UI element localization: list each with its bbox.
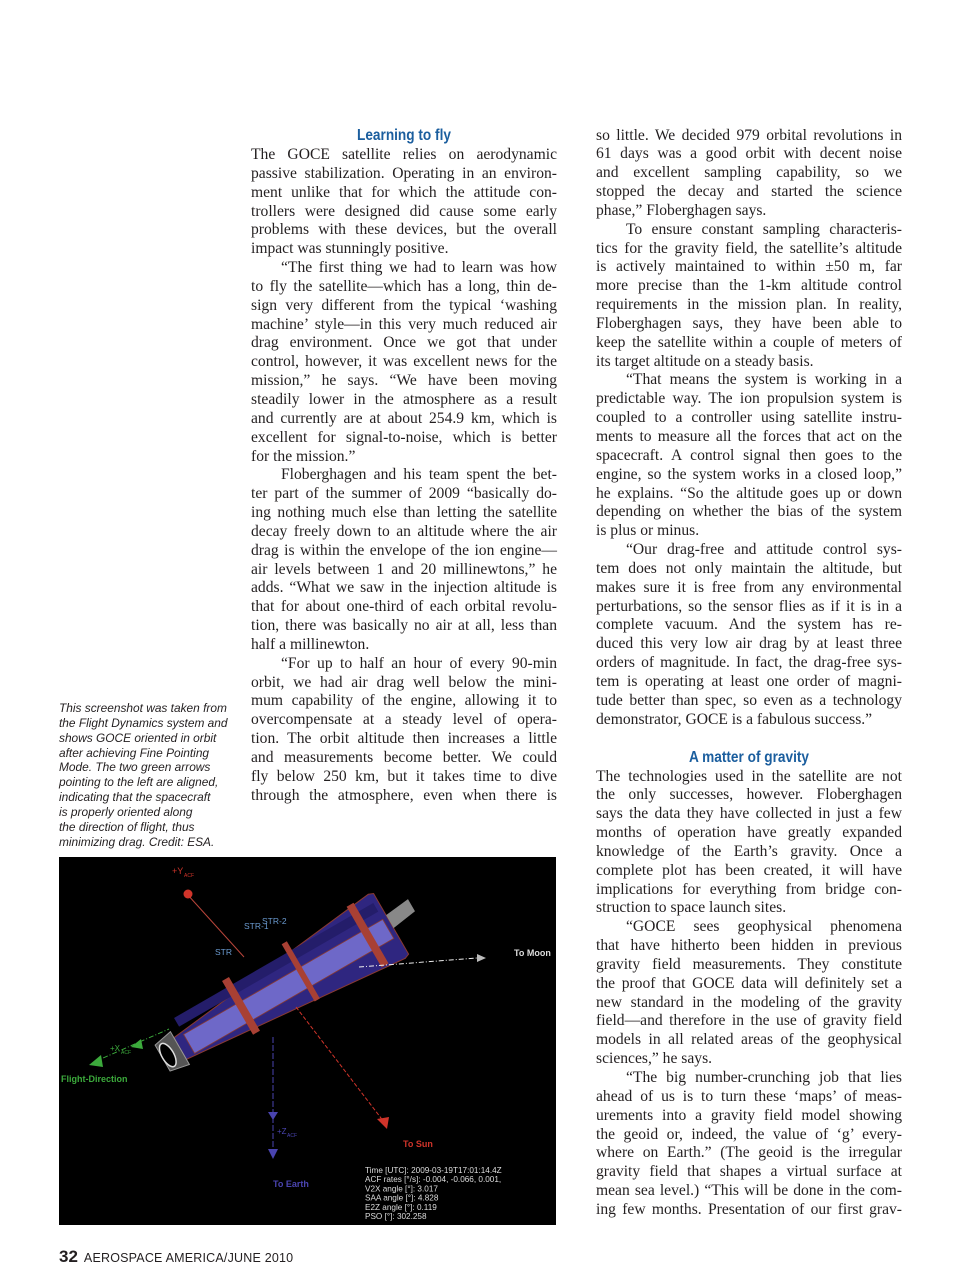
- text-line: through the atmosphere, even when there is: [251, 786, 557, 804]
- moon-arrow: [477, 954, 486, 962]
- z-axis-label: +Z: [277, 1127, 287, 1136]
- section-heading-matter-of-gravity: A matter of gravity: [688, 748, 810, 766]
- text-line: steadily lower in the atmosphere as a result: [251, 390, 557, 408]
- sun-vector: [296, 1007, 384, 1122]
- text-line: machine’ style—in this very much reduced air: [251, 315, 557, 333]
- flight-direction-label: Flight-Direction: [61, 1074, 128, 1084]
- caption-line: is properly oriented along: [59, 804, 193, 819]
- text-line: makes sure it is free from any environmental: [596, 578, 902, 596]
- text-line: decay freely down to an altitude where the air: [251, 522, 557, 540]
- text-line: gravity field that shapes a virtual surface at: [596, 1163, 902, 1181]
- telemetry-line: ACF rates [°/s]: -0.004, -0.066, 0.001,: [365, 1175, 502, 1185]
- text-line: tics for the gravity field, the satellite’s altitude: [596, 239, 902, 257]
- page-number: 32: [59, 1247, 78, 1266]
- flight-direction-arrow: [89, 1055, 103, 1067]
- text-line: orbit, we had air drag well below the mini-: [251, 673, 557, 691]
- text-line: “For up to half an hour of every 90-min: [281, 654, 557, 672]
- text-line: impact was stunningly positive.: [251, 240, 449, 258]
- text-line: its target altitude on a steady basis.: [596, 352, 814, 370]
- caption-line: indicating that the spacecraft: [59, 790, 211, 805]
- text-line: problems with these devices, but the overall: [251, 221, 557, 239]
- text-line: the only successes, however. Floberghagen: [596, 786, 902, 804]
- text-line: air levels between 1 and 20 millinewtons,” he: [251, 560, 557, 578]
- text-line: To ensure constant sampling characteris-: [626, 220, 902, 238]
- page-footer: [59, 1247, 293, 1267]
- text-line: the geoid or, indeed, the value of ‘g’ every-: [596, 1125, 902, 1143]
- text-line: models in all related areas of the geophysical: [596, 1031, 902, 1049]
- text-line: struction to space launch sites.: [596, 899, 787, 917]
- text-line: “That means the system is working in a: [626, 371, 902, 389]
- left-article-column: [251, 126, 557, 806]
- text-line: says the data they have collected in just a few: [596, 805, 902, 823]
- left-column-body: [251, 146, 557, 806]
- telemetry-line: V2X angle [°]: 3.017: [365, 1184, 438, 1194]
- text-line: engine, so the system works in a closed loop,”: [596, 465, 902, 483]
- text-line: to fly the satellite—which has a long, thin de-: [251, 277, 557, 295]
- text-line: and measurements become better. We could: [251, 749, 557, 766]
- text-line: ter part of the summer of 2009 “basically do-: [251, 485, 557, 503]
- text-line: urements into a gravity field model showing: [596, 1106, 902, 1124]
- text-line: months of operation have greatly expanded: [596, 824, 902, 842]
- text-line: demonstrator, GOCE is a fabulous success.”: [596, 710, 873, 728]
- text-line: 61 days was a good orbit with decent noise: [596, 145, 902, 163]
- text-line: excellent for signal-to-noise, which is better: [251, 428, 557, 446]
- text-line: passive stabilization. Operating in an environ-: [251, 164, 557, 182]
- text-line: stopped the decay and started the science: [596, 183, 902, 201]
- text-line: ahead of us is to turn these ‘maps’ of meas-: [596, 1087, 902, 1105]
- text-line: depending on whether the bias of the system: [596, 503, 902, 521]
- y-axis-label: +Y: [172, 866, 184, 876]
- text-line: so little. We decided 979 orbital revolutions in: [596, 126, 902, 144]
- text-line: perturbations, so the sensor flies as if it is in a: [596, 597, 902, 615]
- right-article-column: [596, 127, 902, 1220]
- goce-satellite: [143, 878, 433, 1088]
- text-line: sciences,” he says.: [596, 1050, 713, 1068]
- text-line: fly below 250 km, but it takes time to dive: [251, 767, 557, 785]
- text-line: drag environment. Once we got that under: [251, 334, 557, 352]
- text-line: that have hitherto been hidden in previous: [596, 937, 902, 955]
- earth-arrow: [268, 1149, 278, 1159]
- x-axis-arrow: [131, 1039, 143, 1049]
- text-line: ing few months. Presentation of our first grav-: [596, 1200, 902, 1218]
- caption-line: Mode. The two green arrows: [59, 760, 211, 775]
- caption-line: minimizing drag. Credit: ESA.: [59, 834, 215, 849]
- text-line: Floberghagen says, they have been able to: [596, 314, 902, 332]
- text-line: more precise than the 1-km altitude control: [596, 277, 902, 295]
- text-line: complete plot has been created, it will have: [596, 861, 902, 879]
- text-line: requirements in the mission plan. In reality,: [596, 296, 902, 314]
- text-line: gravity field measurements. They constitute: [596, 955, 902, 973]
- text-line: tem is operating at least one order of magni-: [596, 672, 902, 690]
- caption-line: This screenshot was taken from: [59, 701, 227, 715]
- text-line: tion, there was basically no air at all, less than: [251, 617, 557, 635]
- text-line: tem does not only maintain the altitude, but: [596, 559, 902, 577]
- text-line: mission,” he says. “We have been moving: [251, 372, 557, 390]
- caption-line: pointing to the left are aligned,: [59, 775, 219, 790]
- text-line: spacecraft. A control signal then goes to the: [596, 446, 902, 464]
- publication-name: AEROSPACE AMERICA/JUNE 2010: [83, 1251, 294, 1265]
- telemetry-line: SAA angle [°]: 4.828: [365, 1193, 439, 1203]
- text-line: for the mission.”: [251, 447, 356, 465]
- text-line: “GOCE sees geophysical phenomena: [626, 918, 902, 936]
- text-line: field—and therefore in the use of gravity field: [596, 1012, 902, 1030]
- text-line: where on Earth.” (The geoid is the irregular: [596, 1144, 902, 1162]
- text-line: new standard in the modeling of the gravity: [596, 993, 902, 1011]
- text-line: mum capability of the engine, allowing it to: [251, 692, 557, 710]
- text-line: he explains. “So the altitude goes up or down: [596, 484, 902, 502]
- text-line: is plus or minus.: [596, 522, 700, 540]
- text-line: trollers were designed did cause some early: [251, 202, 557, 220]
- text-line: and excellent sampling capability, so we: [596, 164, 902, 182]
- text-line: ment unlike that for which the attitude con-: [251, 183, 557, 201]
- text-line: duced this very low air drag by at least three: [596, 635, 902, 653]
- text-line: The technologies used in the satellite are not: [596, 767, 902, 785]
- text-line: knowledge of the Earth’s gravity. Once a: [596, 842, 902, 860]
- to-sun-label: To Sun: [403, 1139, 433, 1149]
- telemetry-line: E2Z angle [°]: 0.119: [365, 1202, 437, 1212]
- right-column-body-top: [596, 127, 902, 730]
- str-label: STR: [215, 947, 232, 957]
- text-line: the proof that GOCE data will definitely set a: [596, 974, 902, 992]
- text-line: Floberghagen and his team spent the bet-: [281, 466, 557, 484]
- text-line: implications for everything from bridge con-: [596, 880, 902, 898]
- text-line: adds. “What we saw in the injection altitude is: [251, 579, 557, 597]
- flight-dynamics-screenshot: [59, 857, 556, 1225]
- str1-label: STR-1: [244, 921, 269, 931]
- figure-caption: [59, 701, 234, 849]
- text-line: is actively maintained to within ±50 m, far: [596, 258, 902, 276]
- text-line: coupled to a controller using satellite instru-: [596, 409, 902, 427]
- z-axis-arrow: [268, 1112, 278, 1120]
- caption-line: the Flight Dynamics system and: [59, 715, 228, 730]
- text-line: complete vacuum. And the system has re-: [596, 616, 902, 634]
- text-line: tion. The orbit altitude then increases a little: [251, 730, 557, 748]
- caption-line: after achieving Fine Pointing: [59, 745, 210, 760]
- text-line: “The big number-crunching job that lies: [626, 1069, 902, 1086]
- caption-line: shows GOCE oriented in orbit: [59, 730, 217, 745]
- text-line: mean sea level.) “This will be done in the com-: [596, 1182, 902, 1200]
- text-line: keep the satellite within a couple of meters of: [596, 333, 902, 351]
- section-heading-learning-to-fly: Learning to fly: [357, 127, 451, 144]
- text-line: orders of magnitude. In fact, the drag-free sys-: [596, 654, 902, 672]
- text-line: “The first thing we had to learn was how: [281, 259, 557, 277]
- z-axis-sub: ACF: [287, 1133, 297, 1139]
- text-line: and currently are at about 254.9 km, which is: [251, 409, 557, 427]
- text-line: that for about one-third of each orbital revolu-: [251, 598, 557, 616]
- x-axis-sub: ACF: [121, 1050, 131, 1056]
- telemetry-line: PSO [°]: 302.258: [365, 1212, 427, 1221]
- text-line: ing nothing much else than letting the satellite: [251, 504, 557, 522]
- y-axis-marker: [184, 890, 193, 899]
- text-line: overcompensate at a steady level of opera-: [251, 711, 557, 729]
- str2-label: STR-2: [262, 916, 287, 926]
- text-line: tude better than spec, so even as a technology: [596, 691, 902, 709]
- text-line: control, however, it was excellent news for the: [251, 353, 557, 371]
- text-line: half a millinewton.: [251, 635, 370, 653]
- caption-line: the direction of flight, thus: [59, 819, 195, 834]
- sun-arrow: [377, 1117, 389, 1129]
- to-moon-label: To Moon: [514, 948, 551, 958]
- text-line: predictable way. The ion propulsion system is: [596, 390, 902, 408]
- to-earth-label: To Earth: [273, 1179, 309, 1189]
- y-axis-sub: ACF: [184, 873, 194, 879]
- telemetry-readout: [365, 1166, 502, 1221]
- right-column-body-bottom: [596, 768, 902, 1220]
- text-line: ments to measure all the forces that act on the: [596, 428, 902, 445]
- telemetry-line: Time [UTC]: 2009-03-19T17:01:14.4Z: [365, 1166, 502, 1175]
- text-line: “Our drag-free and attitude control sys-: [626, 541, 902, 559]
- text-line: sign very different from the typical ‘washing: [251, 296, 557, 314]
- text-line: The GOCE satellite relies on aerodynamic: [251, 146, 557, 163]
- x-axis-label: +X: [110, 1044, 121, 1053]
- text-line: phase,” Floberghagen says.: [596, 201, 767, 219]
- text-line: drag is within the envelope of the ion engine—: [251, 541, 557, 559]
